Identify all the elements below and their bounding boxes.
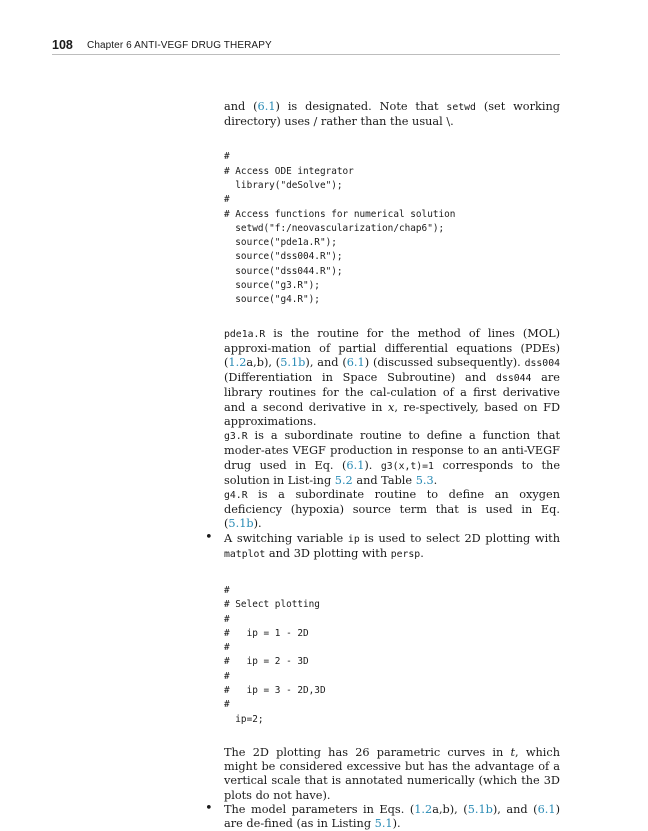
eq-ref-link[interactable]: 5.1b (228, 517, 254, 531)
bullet-icon: • (205, 800, 213, 816)
bullet-item-parameters: • The model parameters in Eqs. (1.2a,b), (5.1b), and (6.1) are de-fined (as in Listing 5.1). (205, 800, 560, 830)
page-body (205, 100, 561, 831)
chapter-title: Chapter 6 ANTI-VEGF DRUG THERAPY (87, 40, 272, 51)
bullet-item-switching: • A switching variable ip is used to select 2D plotting with matplot and 3D plotting with persp. (205, 529, 561, 560)
eq-ref-link[interactable]: 5.1b (280, 356, 306, 370)
intro-paragraph: and (6.1) is designated. Note that setwd (set working directory) uses / rather than the usual \. (224, 100, 560, 129)
listing-ref-link[interactable]: 5.1 (374, 816, 393, 830)
paragraph-g3: g3.R is a subordinate routine to define a function that moder-ates VEGF production in response to an anti-VEGF drug used in Eq. (6.1). g3(x,t)=1 corresponds to the solution in List-ing 5.2 and Table 5.3. (224, 429, 560, 487)
running-header (52, 38, 560, 55)
eq-ref-link[interactable]: 6.1 (537, 802, 556, 816)
eq-ref-link[interactable]: 6.1 (257, 100, 276, 113)
eq-ref-link[interactable]: 1.2 (414, 802, 433, 816)
bullet-icon: • (205, 529, 213, 545)
paragraph-g4: g4.R is a subordinate routine to define an oxygen deficiency (hypoxia) source term that is used in Eq. (5.1b). (224, 487, 560, 531)
eq-ref-link[interactable]: 6.1 (346, 356, 365, 370)
inline-code: setwd (446, 102, 476, 113)
code-listing-plot-select: # # Select plotting # # ip = 1 - 2D # # ip = 2 - 3D # # ip = 3 - 2D,3D # ip=2; (224, 584, 326, 725)
code-listing-setup: # # Access ODE integrator library("deSolve"); # # Access functions for numerical solution setwd("f:/neovascularization/chap6"); source("pde1a.R"); source("dss004.R"); source("dss044.R"); source("g3.R"); source("g4.R"); (224, 151, 456, 306)
eq-ref-link[interactable]: 6.1 (346, 458, 365, 472)
table-ref-link[interactable]: 5.3 (415, 473, 434, 487)
paragraph-2d-plotting: The 2D plotting has 26 parametric curves in t, which might be considered excessive but has the advantage of a vertical scale that is annotated numerically (which the 3D plots do not have). (224, 745, 560, 802)
page-number: 108 (52, 38, 73, 52)
eq-ref-link[interactable]: 5.1b (467, 802, 493, 816)
listing-ref-link[interactable]: 5.2 (334, 473, 353, 487)
paragraph-pde1a: pde1a.R is the routine for the method of lines (MOL) approxi-mation of partial differential equations (PDEs) (1.2a,b), (5.1b), and (6.1) (discussed subsequently). dss004 (Differentiation in Space Subroutine) and dss044 are library routines for the cal-culation of a first derivative and a second derivative in x, re-spectively, based on FD approximations. (224, 326, 561, 428)
eq-ref-link[interactable]: 1.2 (228, 356, 247, 370)
